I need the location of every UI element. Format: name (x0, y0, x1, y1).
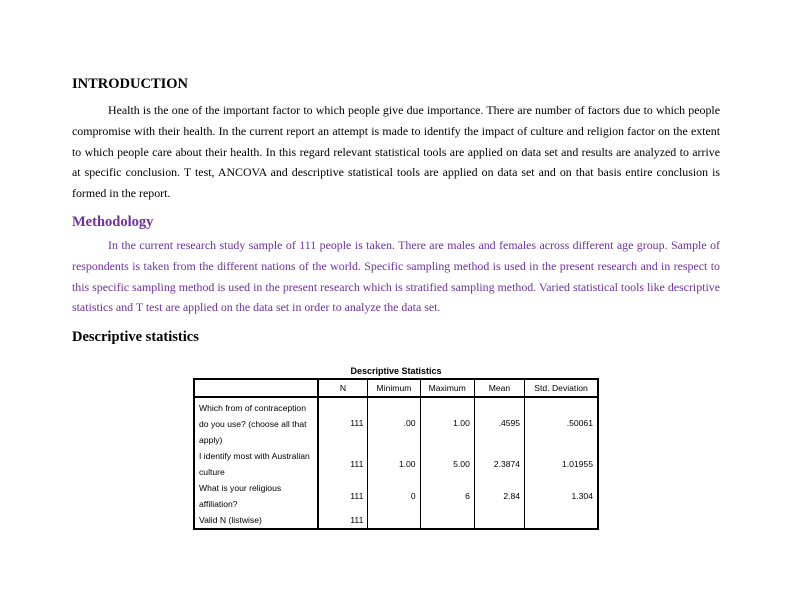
header-cell-std-deviation: Std. Deviation (525, 379, 598, 397)
cell-std-deviation: 1.304 (525, 480, 598, 512)
descriptive-statistics-table (193, 378, 599, 530)
cell-n: 111 (318, 448, 368, 480)
cell-mean: 2.84 (474, 480, 524, 512)
cell-n: 111 (318, 512, 368, 529)
header-cell-maximum: Maximum (420, 379, 474, 397)
header-cell-minimum: Minimum (368, 379, 420, 397)
table-row (194, 480, 598, 512)
cell-maximum: 1.00 (420, 397, 474, 448)
methodology-paragraph: In the current research study sample of 111 people is taken. There are males and females across different age group. Sample of respondents is taken from the different nations of the world. Specific sampling method is used in the present research and in respect to this specific sampling method is used in the present research which is stratified sampling method. Varied statistical tools like descriptive statistics and T test are applied on the data set in order to analyze the data set. (72, 237, 720, 315)
cell-mean: 2.3874 (474, 448, 524, 480)
cell-n: 111 (318, 397, 368, 448)
table-row (194, 448, 598, 480)
row-label: What is your religious affiliation? (199, 483, 282, 509)
cell-std-deviation: .50061 (525, 397, 598, 448)
cell-mean: .4595 (474, 397, 524, 448)
cell-mean (474, 512, 524, 529)
header-cell-label (194, 379, 318, 397)
row-label: Valid N (listwise) (199, 515, 262, 525)
introduction-paragraph: Health is the one of the important factor to which people give due importance. There are number of factors due to which people compromise with their health. In the current report an attempt is made to identify the impact of culture and religion factor on the extent to which people care about their health. In this regard relevant statistical tools are applied on data set and results are analyzed to arrive at specific conclusion. T test, ANCOVA and descriptive statistical tools are applied on data set and on that basis entire conclusion is formed in the report. (72, 103, 720, 201)
cell-maximum (420, 512, 474, 529)
cell-maximum: 5.00 (420, 448, 474, 480)
row-label: I identify most with Australian culture (199, 451, 310, 477)
header-cell-n: N (318, 379, 368, 397)
descriptive-statistics-table-wrapper (193, 365, 599, 530)
cell-maximum: 6 (420, 480, 474, 512)
table-title: Descriptive Statistics (350, 366, 442, 376)
row-label: Which from of contraception do you use? (choose all that apply) (199, 403, 307, 445)
document-page (72, 74, 720, 347)
cell-minimum (368, 512, 420, 529)
cell-n: 111 (318, 480, 368, 512)
cell-std-deviation: 1.01955 (525, 448, 598, 480)
introduction-heading: INTRODUCTION (72, 76, 189, 92)
cell-minimum: 1.00 (368, 448, 420, 480)
header-cell-mean: Mean (474, 379, 524, 397)
descriptive-statistics-heading: Descriptive statistics (72, 329, 199, 346)
methodology-heading: Methodology (72, 213, 154, 230)
cell-std-deviation (525, 512, 598, 529)
table-header-row (194, 379, 598, 397)
table-row (194, 512, 598, 529)
cell-minimum: 0 (368, 480, 420, 512)
cell-minimum: .00 (368, 397, 420, 448)
table-row (194, 397, 598, 448)
